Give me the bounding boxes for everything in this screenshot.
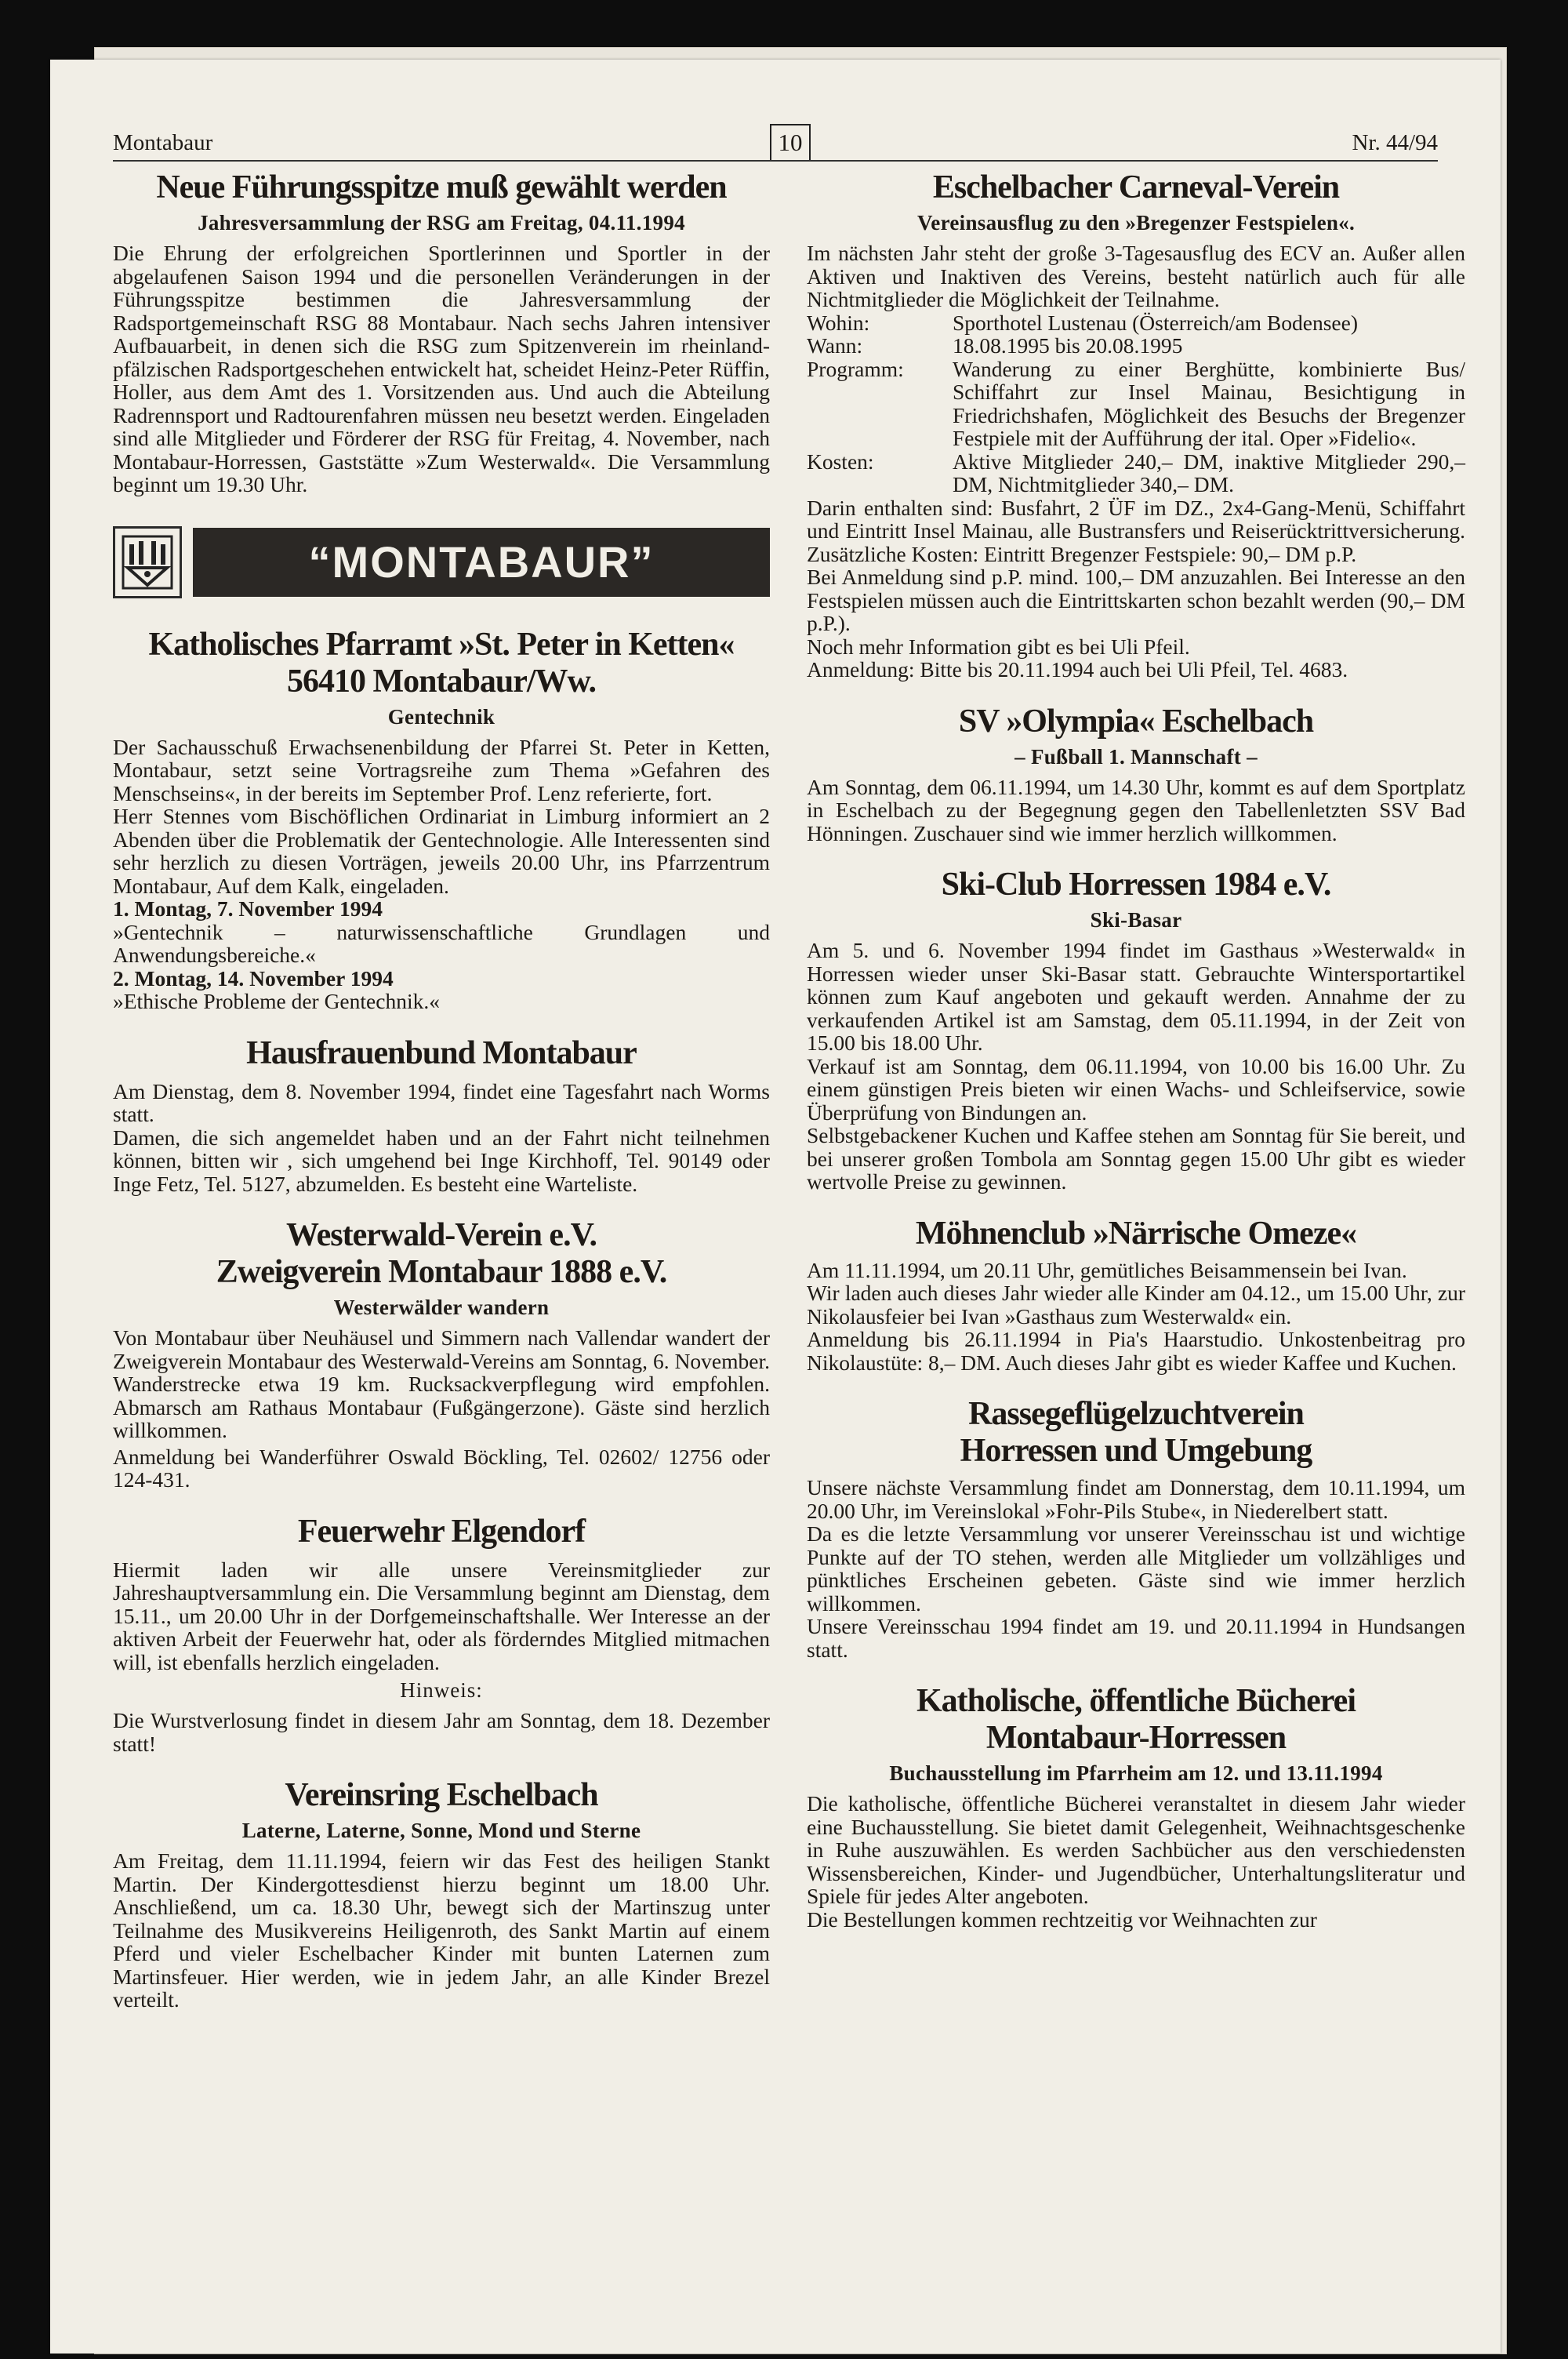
article-title: Katholisches Pfarramt »St. Peter in Ketten« <box>148 626 735 663</box>
article-paragraph: Von Montabaur über Neuhäusel und Simmern nach Vallendar wandert der Zweigverein Montabaur des Westerwald-Vereins am Sonntag, 6. November. Wanderstrecke etwa 19 km. Rucksackverpflegung wird empfohlen. Abmarsch am Rathaus Montabaur (Fußgängerzone). Gäste sind herzlich willkommen. <box>113 1325 770 1443</box>
article-pfarramt <box>113 627 770 1013</box>
article-paragraph: Am 11.11.1994, um 20.11 Uhr, gemütliches Beisammensein bei Ivan. <box>807 1257 1407 1282</box>
detail-label: Wohin: <box>807 310 870 335</box>
article-subtitle: Ski-Basar <box>1090 908 1182 932</box>
article-sv-olympia <box>807 703 1465 845</box>
page-number: 10 <box>770 124 811 162</box>
article-title: SV »Olympia« Eschelbach <box>958 703 1314 740</box>
montabaur-banner <box>113 526 770 598</box>
article-paragraph: Unsere Vereinsschau 1994 findet am 19. und 20.11.1994 in Hundsangen statt. <box>807 1614 1465 1662</box>
detail-label: Kosten: <box>807 449 874 474</box>
article-paragraph: Verkauf ist am Sonntag, dem 06.11.1994, von 10.00 bis 16.00 Uhr. Zu einem günstigen Preis bieten wir einen Wachs- und Schleifservice, sowie Überprüfung von Bindungen an. <box>807 1053 1465 1125</box>
event-date: 2. Montag, 14. November 1994 <box>113 965 394 990</box>
article-title: Katholische, öffentliche Bücherei <box>916 1683 1356 1720</box>
article-paragraph: Anmeldung: Bitte bis 20.11.1994 auch bei Uli Pfeil, Tel. 4683. <box>807 657 1348 682</box>
article-rsg <box>113 169 770 496</box>
article-paragraph: Im nächsten Jahr steht der große 3-Tagesausflug des ECV an. Außer allen Aktiven und Inaktiven des Vereins, besteht natürlich auch für alle Nichtmitglieder die Möglichkeit der Teilnahme. <box>807 241 1465 312</box>
article-title: Neue Führungsspitze muß gewählt werden <box>156 169 727 205</box>
notice-heading: Hinweis: <box>400 1678 483 1703</box>
article-paragraph: Der Sachausschuß Erwachsenenbildung der Pfarrei St. Peter in Ketten, Montabaur, setzt seine Vortragsreihe zum Thema »Gefahren des Menschseins«, in der bereits im September Prof. Lenz referierte, fort. <box>113 734 770 805</box>
event-topic: »Gentechnik – naturwissenschaftliche Grundlagen und Anwendungsbereiche.« <box>113 919 770 968</box>
article-paragraph: Herr Stennes vom Bischöflichen Ordinariat in Limburg informiert an 2 Abenden über die Problematik der Gentechnologie. Alle Interessenten sind sehr herzlich zu diesen Vorträgen, jeweils 20.00 Uhr, ins Pfarrzentrum Montabaur, Auf dem Kalk, eingeladen. <box>113 804 770 898</box>
article-vereinsring <box>113 1777 770 2012</box>
issue-number: Nr. 44/94 <box>1352 130 1438 155</box>
detail-value: Aktive Mitglieder 240,– DM, inaktive Mitglieder 290,– DM, Nichtmitglieder 340,– DM. <box>953 449 1465 497</box>
article-paragraph: Da es die letzte Versammlung vor unserer Vereinsschau ist und wichtige Punkte auf der TO stehen, werden alle Mitglieder um vollzähliges und pünktliches Erscheinen gebeten. Gäste sind wie immer herzlich willkommen. <box>807 1521 1465 1616</box>
event-date: 1. Montag, 7. November 1994 <box>113 896 383 921</box>
detail-value: Wanderung zu einer Berghütte, kombinierte Bus/ Schiffahrt zur Insel Mainau, Besichtigung in Friedrichshafen, Möglichkeit des Besuchs der Bregenzer Festpiele mit der Aufführung der ital. Oper »Fidelio«. <box>953 356 1465 451</box>
article-subtitle: – Fußball 1. Mannschaft – <box>1014 744 1258 769</box>
article-paragraph: Darin enthalten sind: Busfahrt, 2 ÜF im DZ., 2x4-Gang-Menü, Schiffahrt und Eintritt Insel Mainau, alle Bustransfers und Reiserücktrittversicherung. Zusätzliche Kosten: Eintritt Bregenzer Festspiele: 90,– DM p.P. <box>807 495 1465 566</box>
header-rule <box>113 160 1438 162</box>
article-paragraph: Wir laden auch dieses Jahr wieder alle Kinder am 04.12., um 15.00 Uhr, zur Nikolausfeier bei Ivan »Gasthaus zum Westerwald« ein. <box>807 1281 1465 1329</box>
article-paragraph: Anmeldung bis 26.11.1994 in Pia's Haarstudio. Unkostenbeitrag pro Nikolaustüte: 8,– DM. Auch dieses Jahr gibt es wieder Kaffee und Kuchen. <box>807 1327 1465 1375</box>
article-paragraph: Am Freitag, dem 11.11.1994, feiern wir das Fest des heiligen Stankt Martin. Der Kindergottesdienst hierzu beginnt um 18.00 Uhr. Anschließend, um ca. 18.30 Uhr, bewegt sich der Martinszug unter Teilnahme des Musikvereins Heiligenroth, des Sankt Martin auf einem Pferd und vieler Eschelbacher Kinder mit bunten Laternen zum Martinsfeuer. Hier werden, wie in jedem Jahr, an alle Kinder Brezel verteilt. <box>113 1848 770 2012</box>
article-title: Hausfrauenbund Montabaur <box>246 1034 637 1071</box>
article-subtitle: Jahresversammlung der RSG am Freitag, 04.11.1994 <box>198 211 685 235</box>
article-buecherei <box>807 1683 1465 1931</box>
right-column <box>807 169 1465 1931</box>
article-subtitle: Vereinsausflug zu den »Bregenzer Festspielen«. <box>916 211 1356 235</box>
newspaper-page <box>50 60 1501 2354</box>
article-title: Ski-Club Horressen 1984 e.V. <box>941 867 1331 903</box>
article-carneval <box>807 169 1465 682</box>
article-subtitle: Buchausstellung im Pfarrheim am 12. und 13.11.1994 <box>889 1761 1383 1786</box>
article-body: Die Ehrung der erfolgreichen Sportlerinnen und Sportler in der abgelaufenen Saison 1994 und die personellen Veränderungen in der Führungsspitze bestimmen die Jahresversammlung der Radsportgemeinschaft RSG 88 Montabaur. Nach sechs Jahren intensiver Aufbauarbeit, in denen sich die RSG zum Spitzenverein im rheinland-pfälzischen Radsportgeschehen entwickelt hat, scheidet Heinz-Peter Rüffin, Holler, aus dem Amt des 1. Vorsitzenden aus. Und auch die Abteilung Radrennsport und Radtourenfahren müssen neu besetzt werden. Eingeladen sind alle Mitglieder und Förderer der RSG für Freitag, 4. November, nach Montabaur-Horressen, Gaststätte »Zum Westerwald«. Die Versammlung beginnt um 19.30 Uhr. <box>113 241 770 497</box>
article-paragraph: Noch mehr Information gibt es bei Uli Pfeil. <box>807 634 1190 659</box>
article-paragraph: Die katholische, öffentliche Bücherei veranstaltet in diesem Jahr wieder eine Buchausstellung. Sie bietet damit Gelegenheit, Weihnachtsgeschenke in Ruhe auszuwählen. Es werden Sachbücher aus den verschiedensten Wissensbereichen, Kinder- und Jugendbücher, Unterhaltungsliteratur und Spiele für jedes Alter angeboten. <box>807 1791 1465 1909</box>
article-title-line2: Montabaur-Horressen <box>985 1720 1287 1757</box>
article-paragraph: Selbstgebackener Kuchen und Kaffee stehen am Sonntag für Sie bereit, und bei unserer großen Tombola am Sonntag gegen 15.00 Uhr gibt es wieder wertvolle Preise zu gewinnen. <box>807 1123 1465 1194</box>
town-crest-icon <box>113 526 182 598</box>
article-ski-club <box>807 867 1465 1194</box>
article-title: Möhnenclub »Närrische Omeze« <box>915 1215 1357 1252</box>
article-subtitle: Laterne, Laterne, Sonne, Mond und Sterne <box>241 1819 641 1843</box>
article-paragraph: Anmeldung bei Wanderführer Oswald Böckling, Tel. 02602/ 12756 oder 124-431. <box>113 1444 770 1492</box>
article-moehnenclub <box>807 1216 1465 1375</box>
article-title-line2: 56410 Montabaur/Ww. <box>286 663 597 700</box>
left-column <box>113 169 770 2012</box>
article-title: Westerwald-Verein e.V. <box>285 1217 597 1254</box>
header-town: Montabaur <box>113 130 213 155</box>
article-paragraph: Bei Anmeldung sind p.P. mind. 100,– DM anzuzahlen. Bei Interesse an den Festspielen müssen auch die Eintrittskarten schon bezahlt werden (90,– DM p.P.). <box>807 565 1465 636</box>
page-header <box>113 124 1438 163</box>
article-paragraph: Hiermit laden wir alle unsere Vereinsmitglieder zur Jahreshauptversammlung ein. Die Versammlung beginnt am Dienstag, dem 15.11., um 20.00 Uhr in der Dorfgemeinschaftshalle. Wer Interesse an der aktiven Arbeit der Feuerwehr hat, oder als förderndes Mitglied mitmachen will, ist ebenfalls herzlich eingeladen. <box>113 1557 770 1674</box>
event-topic: »Ethische Probleme der Gentechnik.« <box>113 989 440 1014</box>
article-subtitle: Gentechnik <box>387 704 495 729</box>
detail-value: 18.08.1995 bis 20.08.1995 <box>953 333 1183 358</box>
article-paragraph: Die Wurstverlosung findet in diesem Jahr am Sonntag, dem 18. Dezember statt! <box>113 1708 770 1756</box>
banner-title: “MONTABAUR” <box>193 528 770 597</box>
detail-value: Sporthotel Lustenau (Österreich/am Bodensee) <box>953 310 1358 335</box>
article-title: Eschelbacher Carneval-Verein <box>932 169 1340 205</box>
article-paragraph: Unsere nächste Versammlung findet am Donnerstag, dem 10.11.1994, um 20.00 Uhr, im Vereinslokal »Fohr-Pils Stube«, in Niederelbert statt. <box>807 1475 1465 1523</box>
article-paragraph: Am Sonntag, dem 06.11.1994, um 14.30 Uhr, kommt es auf dem Sportplatz in Eschelbach zu der Begegnung gegen den Tabellenletzten SSV Bad Hönningen. Zuschauer sind wie immer herzlich willkommen. <box>807 774 1465 845</box>
article-feuerwehr <box>113 1514 770 1756</box>
article-title: Vereinsring Eschelbach <box>285 1777 598 1814</box>
article-paragraph: Am Dienstag, dem 8. November 1994, findet eine Tagesfahrt nach Worms statt. <box>113 1078 770 1127</box>
detail-label: Wann: <box>807 333 863 358</box>
article-title-line2: Zweigverein Montabaur 1888 e.V. <box>216 1254 667 1291</box>
article-title: Feuerwehr Elgendorf <box>297 1513 586 1550</box>
article-paragraph: Damen, die sich angemeldet haben und an der Fahrt nicht teilnehmen können, bitten wir , sich umgehend bei Inge Kirchhoff, Tel. 90149 oder Inge Fetz, Tel. 5127, abzumelden. Es besteht eine Warteliste. <box>113 1125 770 1196</box>
detail-label: Programm: <box>807 356 904 381</box>
article-westerwald-verein <box>113 1217 770 1492</box>
article-hausfrauenbund <box>113 1035 770 1196</box>
article-title: Rassegeflügelzuchtverein <box>968 1396 1304 1433</box>
article-rassegefluegel <box>807 1396 1465 1661</box>
article-paragraph: Die Bestellungen kommen rechtzeitig vor Weihnachten zur <box>807 1906 1317 1932</box>
article-title-line2: Horressen und Umgebung <box>960 1433 1312 1470</box>
article-paragraph: Am 5. und 6. November 1994 findet im Gasthaus »Westerwald« in Horressen wieder unser Ski-Basar statt. Gebrauchte Wintersportartikel können zum Kauf angeboten und gekauft werden. Annahme der zu verkaufenden Artikel ist am Samstag, dem 05.11.1994, in der Zeit von 15.00 bis 18.00 Uhr. <box>807 938 1465 1056</box>
article-subtitle: Westerwälder wandern <box>333 1296 550 1320</box>
trip-details <box>807 311 1465 496</box>
